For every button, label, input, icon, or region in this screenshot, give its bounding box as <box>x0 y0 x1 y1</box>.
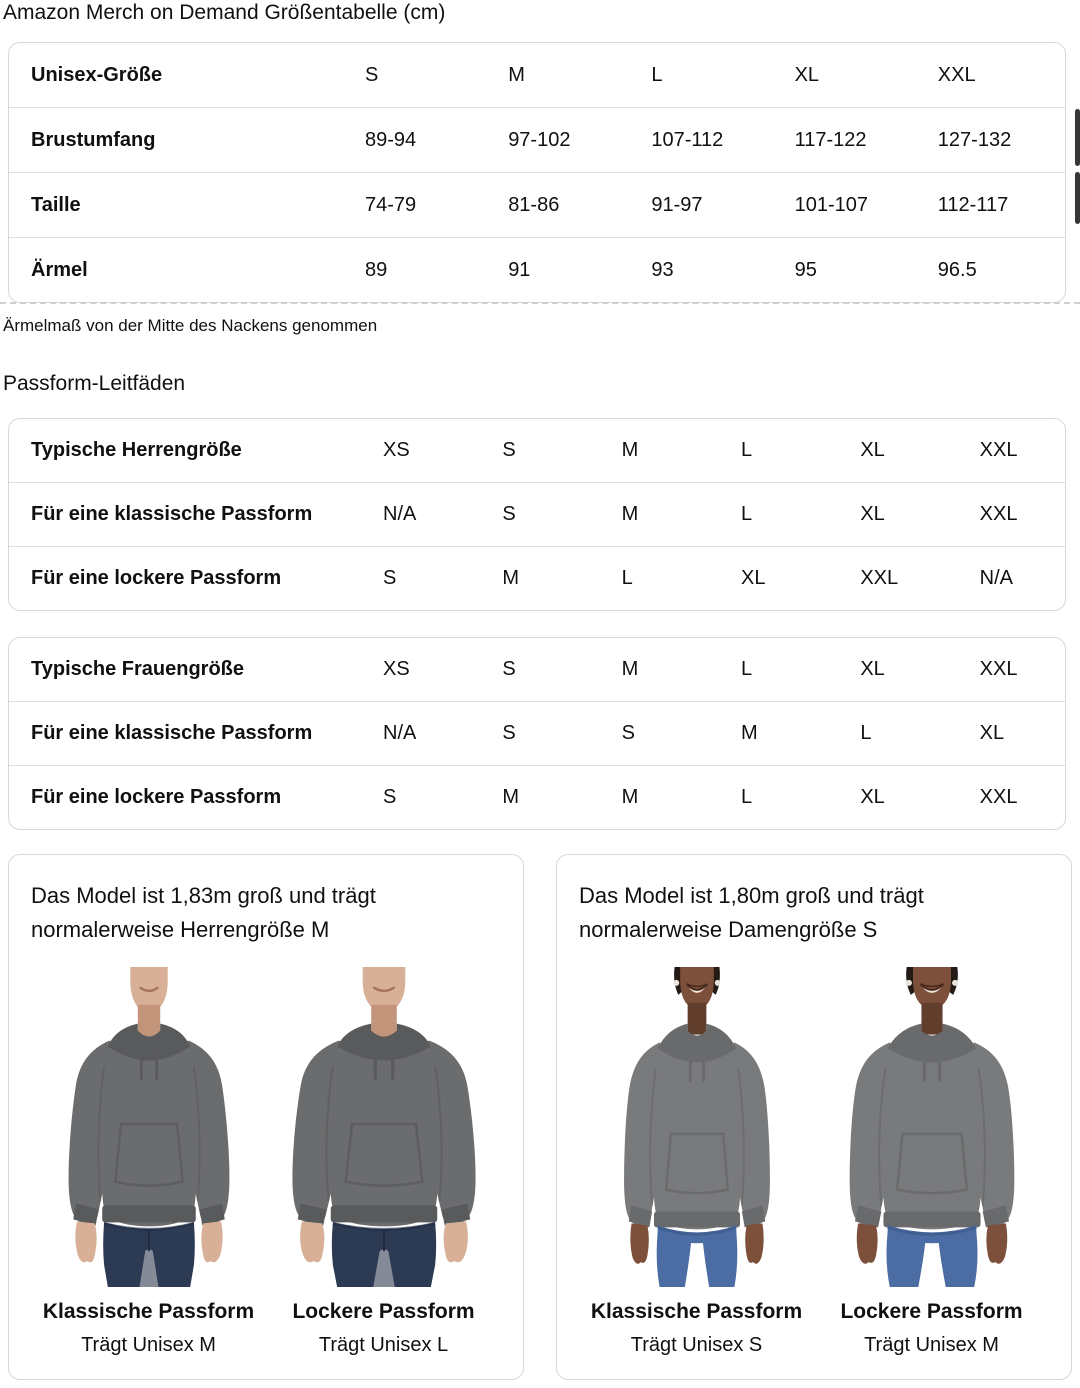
fit-subcaption: Trägt Unisex M <box>81 1334 216 1356</box>
table-cell: M <box>621 439 639 461</box>
row-label: Ärmel <box>31 258 88 281</box>
table-cell: L <box>741 439 753 461</box>
model-figure-classic <box>31 967 266 1357</box>
table-cell: S <box>383 567 397 589</box>
model-figures <box>31 967 501 1357</box>
model-figures <box>579 967 1049 1357</box>
table-cell: N/A <box>383 722 417 744</box>
scrollbar-thumb[interactable] <box>1075 109 1080 166</box>
table-cell: 81-86 <box>508 193 560 216</box>
male-model-classic-photo <box>48 967 250 1287</box>
table-cell: XXL <box>979 786 1018 808</box>
table-cell: 117-122 <box>794 128 867 151</box>
row-label: Brustumfang <box>31 128 156 151</box>
table-cell: XS <box>383 439 410 461</box>
table-row <box>9 638 1065 701</box>
table-cell: M <box>741 722 758 744</box>
scrollbar-thumb[interactable] <box>1075 172 1080 224</box>
table-cell: XL <box>860 503 885 525</box>
model-cards-row <box>8 854 1072 1380</box>
male-model-loose-photo <box>269 967 499 1287</box>
table-cell: XL <box>860 786 885 808</box>
table-cell: L <box>621 567 633 589</box>
table-cell: 96.5 <box>937 258 977 281</box>
model-figure-loose <box>814 967 1049 1357</box>
row-label: Typische Frauengröße <box>31 658 245 680</box>
model-figure-classic <box>579 967 814 1357</box>
table-cell: 89-94 <box>365 128 417 151</box>
table-row <box>9 765 1065 829</box>
page-title: Amazon Merch on Demand Größentabelle (cm) <box>3 1 446 24</box>
table-cell: XL <box>860 658 885 680</box>
table-cell: S <box>502 439 516 461</box>
row-label: Unisex-Größe <box>31 63 163 86</box>
table-cell: 74-79 <box>365 193 417 216</box>
table-cell: 107-112 <box>651 128 724 151</box>
model-card-heading: Das Model ist 1,83m groß und trägt normalerweise Herrengröße M <box>31 883 376 942</box>
fit-caption: Lockere Passform <box>840 1300 1023 1323</box>
table-cell: 112-117 <box>937 193 1009 216</box>
table-row <box>9 172 1065 237</box>
table-cell: 127-132 <box>937 128 1012 151</box>
row-label: Für eine lockere Passform <box>31 567 282 589</box>
fit-guides-heading: Passform-Leitfäden <box>3 372 186 395</box>
table-cell: S <box>502 658 516 680</box>
table-row <box>9 107 1065 172</box>
table-cell: S <box>502 503 516 525</box>
row-label: Für eine lockere Passform <box>31 786 282 808</box>
table-cell: S <box>383 786 397 808</box>
table-cell: XXL <box>979 439 1018 461</box>
table-cell: N/A <box>383 503 417 525</box>
table-cell: XXL <box>979 658 1018 680</box>
table-cell: L <box>741 786 753 808</box>
fit-subcaption: Trägt Unisex M <box>864 1334 999 1356</box>
table-cell: XL <box>741 567 766 589</box>
table-cell: 89 <box>365 258 388 281</box>
table-cell: 95 <box>794 258 817 281</box>
table-cell: 93 <box>651 258 674 281</box>
fit-subcaption: Trägt Unisex L <box>318 1334 449 1356</box>
table-cell: 91-97 <box>651 193 703 216</box>
table-cell: N/A <box>979 567 1013 589</box>
sleeve-measure-note: Ärmelmaß von der Mitte des Nackens genommen <box>3 316 378 335</box>
table-cell: XXL <box>860 567 899 589</box>
fit-subcaption: Trägt Unisex S <box>630 1334 763 1356</box>
row-label: Für eine klassische Passform <box>31 503 313 525</box>
table-cell: S <box>365 63 379 86</box>
row-label: Typische Herrengröße <box>31 439 242 461</box>
table-cell: M <box>621 786 639 808</box>
table-cell: M <box>508 63 525 86</box>
female-model-loose-photo <box>818 967 1046 1287</box>
table-cell: S <box>621 722 635 744</box>
table-cell: XL <box>860 439 885 461</box>
table-cell: M <box>621 503 639 525</box>
table-cell: M <box>621 658 639 680</box>
mens-model-card <box>8 854 524 1380</box>
table-cell: 97-102 <box>508 128 571 151</box>
table-cell: XS <box>383 658 410 680</box>
unisex-size-table <box>8 42 1066 303</box>
model-card-heading: Das Model ist 1,80m groß und trägt normalerweise Damengröße S <box>579 883 924 942</box>
table-row <box>9 482 1065 546</box>
table-row <box>9 701 1065 765</box>
womens-fit-table <box>8 637 1066 830</box>
table-cell: XL <box>979 722 1005 744</box>
table-cell: L <box>860 722 872 744</box>
model-figure-loose <box>266 967 501 1357</box>
table-row <box>9 419 1065 482</box>
table-cell: L <box>741 658 753 680</box>
mens-fit-table <box>8 418 1066 611</box>
table-cell: M <box>502 567 519 589</box>
female-model-classic-photo <box>596 967 798 1287</box>
fit-caption: Klassische Passform <box>590 1300 803 1323</box>
table-cell: M <box>502 786 519 808</box>
table-cell: XXL <box>937 63 976 86</box>
table-cell: XL <box>794 63 820 86</box>
table-row <box>9 43 1065 107</box>
fit-caption: Klassische Passform <box>42 1300 255 1323</box>
table-cell: S <box>502 722 516 744</box>
table-cell: 101-107 <box>794 193 868 216</box>
table-cell: L <box>741 503 753 525</box>
womens-model-card <box>556 854 1072 1380</box>
table-row <box>9 546 1065 610</box>
table-row <box>9 237 1065 302</box>
row-label: Für eine klassische Passform <box>31 722 313 744</box>
table-cell: 91 <box>508 258 531 281</box>
table-cell: XXL <box>979 503 1018 525</box>
table-cell: L <box>651 63 663 86</box>
row-label: Taille <box>31 193 81 216</box>
fit-caption: Lockere Passform <box>292 1300 475 1323</box>
section-divider <box>0 302 1080 304</box>
